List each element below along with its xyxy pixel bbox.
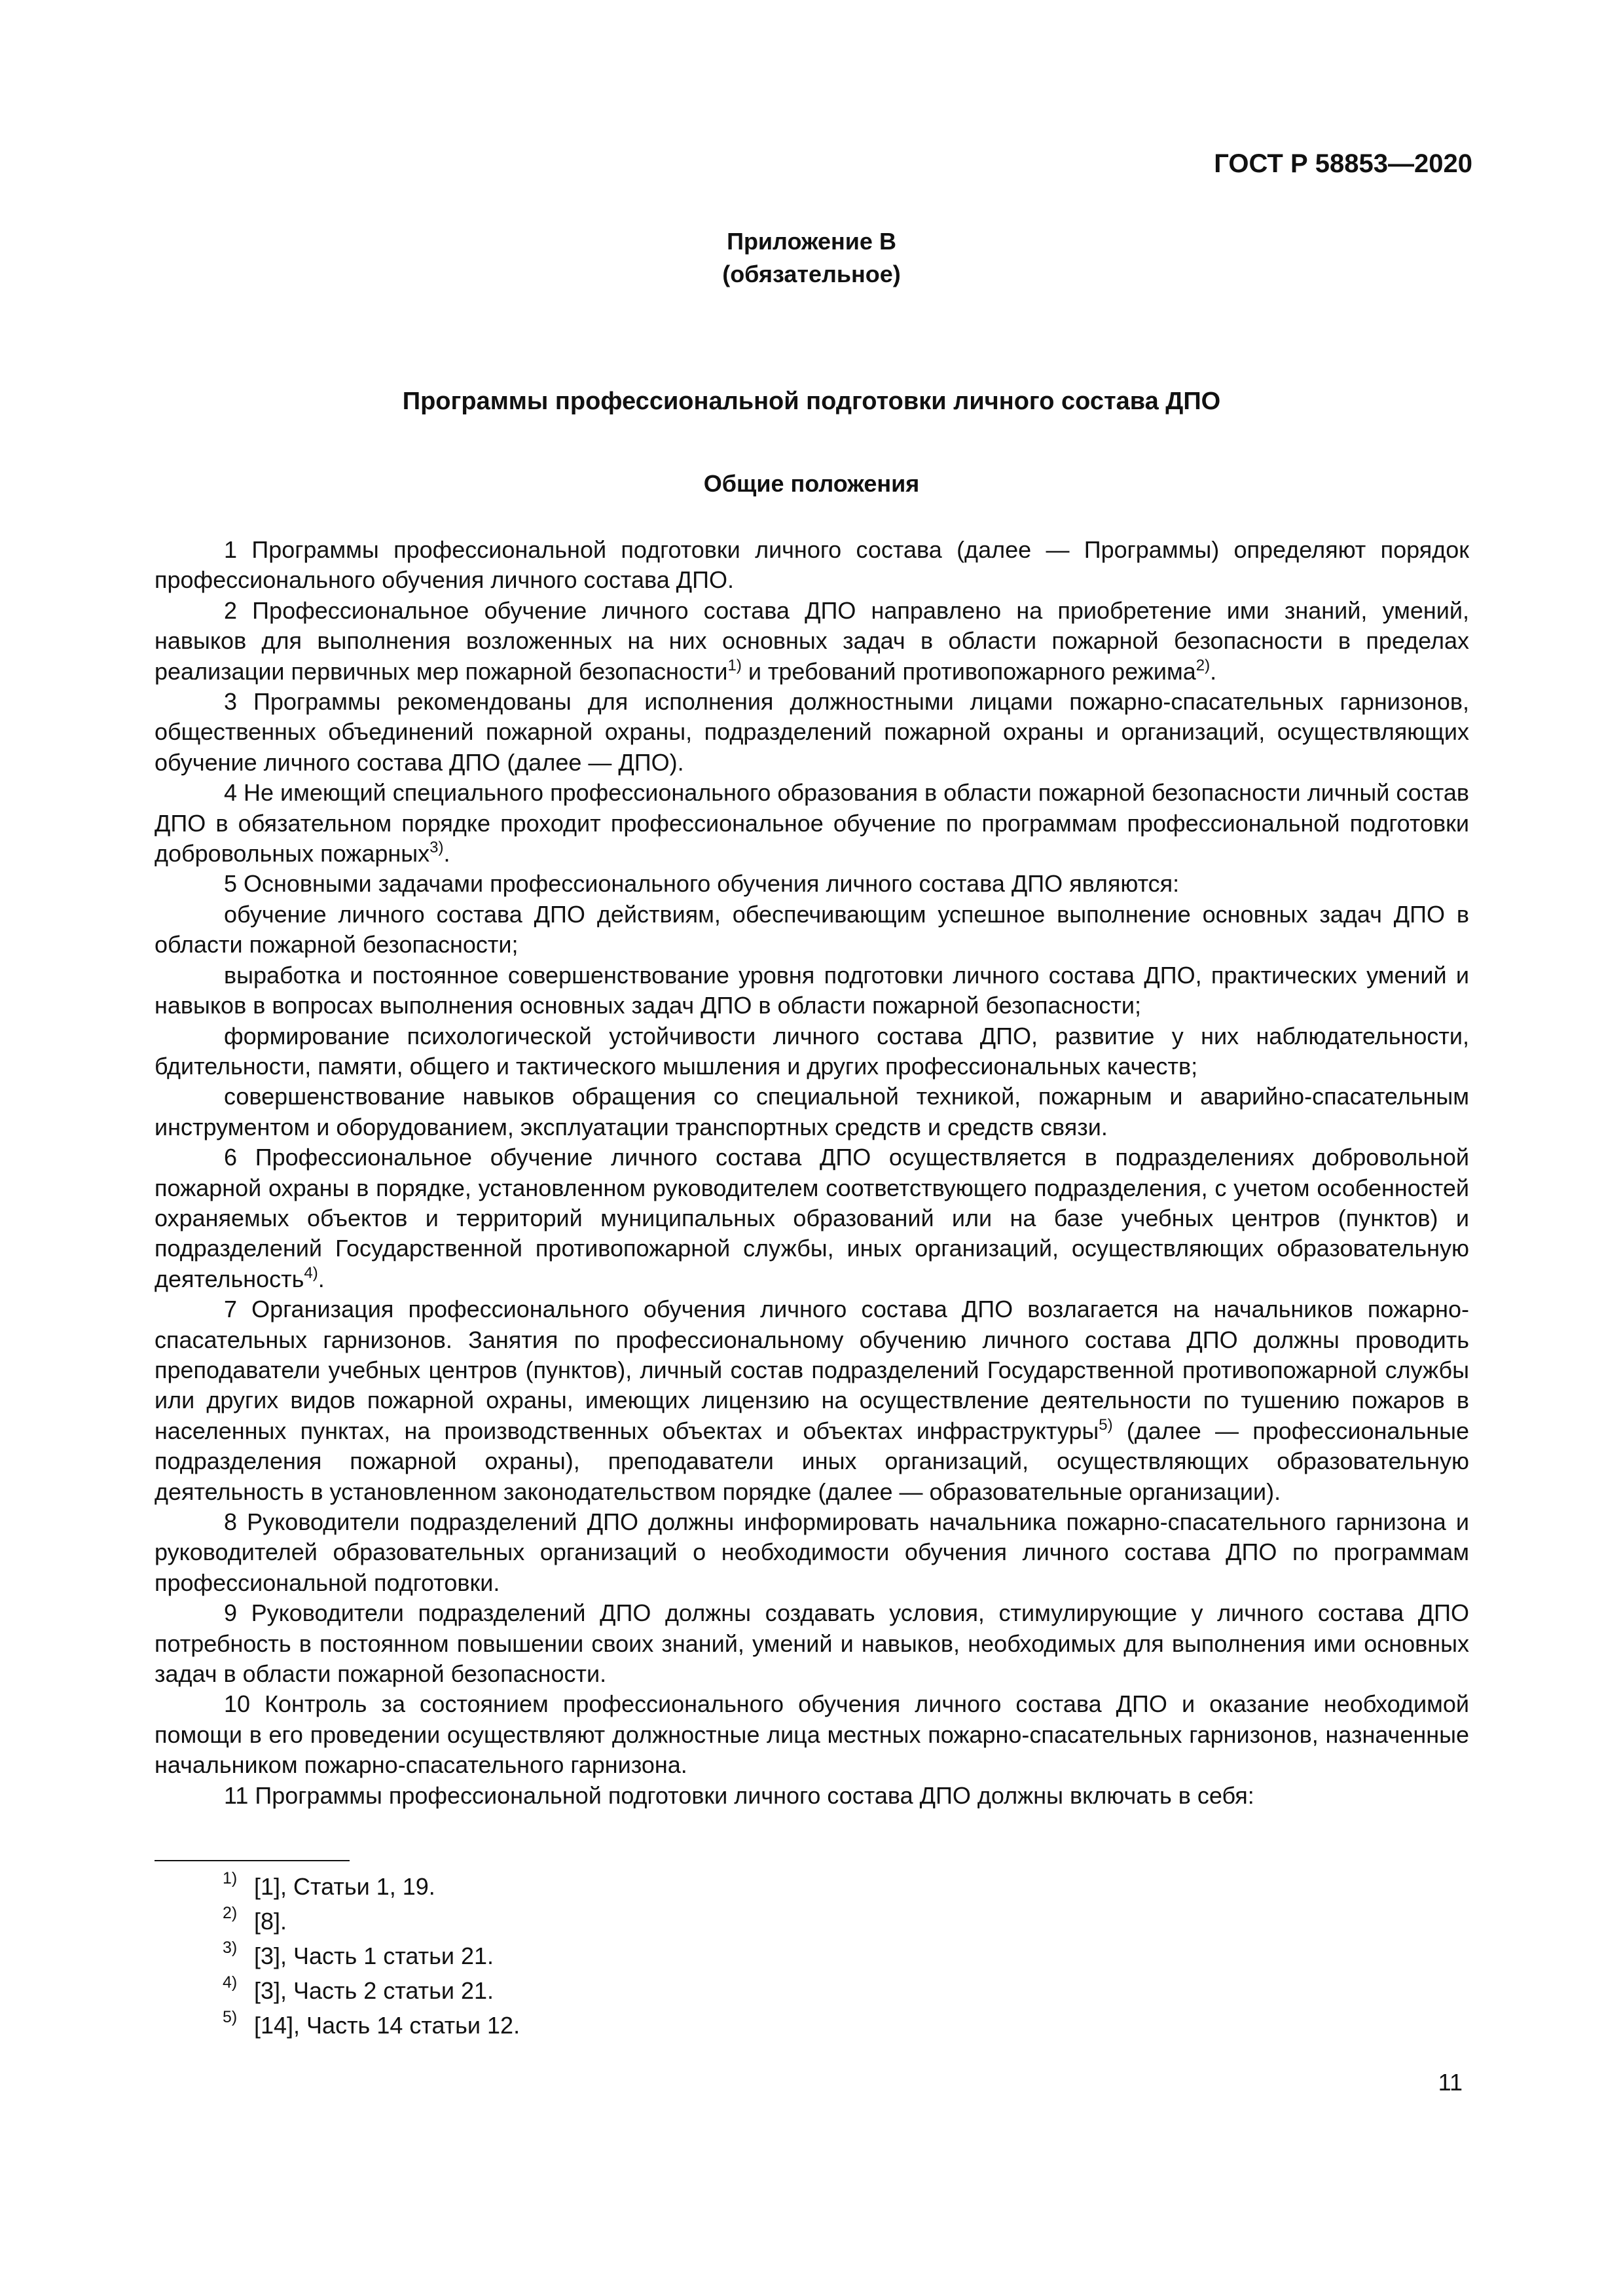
footnote-text: [3], Часть 1 статьи 21. (254, 1942, 494, 1969)
paragraph: 11 Программы профессиональной подготовки личного состава ДПО должны включать в себя: (224, 1781, 1254, 1809)
paragraph: 10 Контроль за состоянием профессионального обучения личного состава ДПО и оказание необходимой помощи в его проведении осуществляют должностные лица местных пожарно-спасательных гарнизонов, назначенные начальником пожарно-спасательного гарнизона. (155, 1690, 1469, 1779)
main-title: Программы профессиональной подготовки личного состава ДПО (402, 388, 1221, 415)
section-heading: Общие положения (703, 470, 920, 497)
paragraph: формирование психологической устойчивости личного состава ДПО, развитие у них наблюдательности, бдительности, памяти, общего и тактического мышления и других профессиональных качеств; (155, 1022, 1469, 1080)
paragraph: 2 Профессиональное обучение личного состава ДПО направлено на приобретение ими знаний, умений, навыков для выполнения возложенных на них основных задач в области пожарной безопасности в пределах реализации первичных мер пожарной безопасности$^{1)}$ и требований противопожарного режима$^{2)}$. (155, 596, 1469, 685)
paragraph: 8 Руководители подразделений ДПО должны информировать начальника пожарно-спасательного гарнизона и руководителей образовательных организаций о необходимости обучения личного состава ДПО по программам профессиональной подготовки. (155, 1508, 1469, 1596)
paragraph: обучение личного состава ДПО действиям, обеспечивающим успешное выполнение основных задач ДПО в области пожарной безопасности; (155, 900, 1469, 958)
annex-title: Приложение В (727, 228, 896, 255)
paragraph: 5 Основными задачами профессионального обучения личного состава ДПО являются: (224, 870, 1180, 898)
annex-status: (обязательное) (722, 261, 901, 287)
footnote-text: [14], Часть 14 статьи 12. (254, 2012, 520, 2039)
footnote-reference: 4) (304, 1264, 318, 1282)
page-number: 11 (1438, 2069, 1463, 2096)
paragraph: 7 Организация профессионального обучения личного состава ДПО возлагается на начальников пожарно-спасательных гарнизонов. Занятия по профессиональному обучению личного состава ДПО должны проводить преподаватели учебных центров (пунктов), личный состав подразделений Государственной противопожарной службы или других видов пожарной охраны, имеющих лицензию на осуществление деятельности по тушению пожаров в населенных пунктах, на производственных объектах и объектах инфраструктуры$^{5)}$ (далее — профессиональные подразделения пожарной охраны), преподаватели иных организаций, осуществляющих образовательную деятельность в установленном законодательством порядке (далее — образовательные организации). (155, 1296, 1469, 1505)
footnote-text: [8]. (254, 1908, 287, 1935)
footnote-mark: 3) (223, 1939, 238, 1957)
footnote-reference: 1) (727, 656, 742, 674)
paragraph: 9 Руководители подразделений ДПО должны создавать условия, стимулирующие у личного состава ДПО потребность в постоянном повышении своих знаний, умений и навыков, необходимых для выполнения ими основных задач в области пожарной безопасности. (155, 1599, 1469, 1688)
footnote-mark: 1) (223, 1869, 238, 1887)
paragraph: 1 Программы профессиональной подготовки личного состава (далее — Программы) определяют порядок профессионального обучения личного состава ДПО. (155, 536, 1469, 594)
paragraph: 4 Не имеющий специального профессионального образования в области пожарной безопасности личный состав ДПО в обязательном порядке проходит профессиональное обучение по программам профессиональной подготовки добровольных пожарных$^{3)}$. (155, 779, 1469, 867)
footnote-reference: 5) (1099, 1415, 1113, 1434)
footnote-mark: 5) (223, 2008, 238, 2026)
footnote-text: [1], Статьи 1, 19. (254, 1873, 435, 1900)
footnote-separator (155, 1860, 350, 1861)
body-text (155, 535, 1469, 1811)
paragraph: 6 Профессиональное обучение личного состава ДПО осуществляется в подразделениях добровольной пожарной охраны в порядке, установленном руководителем соответствующего подразделения, с учетом особенностей охраняемых объектов и территорий муниципальных образований или на базе учебных центров (пунктов) и подразделений Государственной противопожарной службы, иных организаций, осуществляющих образовательную деятельность$^{4)}$. (155, 1144, 1469, 1292)
footnote-mark: 4) (223, 1973, 238, 1992)
footnote-text: [3], Часть 2 статьи 21. (254, 1977, 494, 2004)
paragraph: выработка и постоянное совершенствование уровня подготовки личного состава ДПО, практических умений и навыков в вопросах выполнения основных задач ДПО в области пожарной безопасности; (155, 961, 1469, 1019)
document-code: ГОСТ Р 58853—2020 (1214, 149, 1472, 178)
footnote-reference: 3) (429, 839, 444, 857)
footnote-reference: 2) (1195, 656, 1211, 674)
paragraph: 3 Программы рекомендованы для исполнения должностными лицами пожарно-спасательных гарнизонов, общественных объединений пожарной охраны, подразделений пожарной охраны и организаций, осуществляющих обучение личного состава ДПО (далее — ДПО). (155, 688, 1469, 776)
footnote-mark: 2) (223, 1904, 238, 1922)
paragraph: совершенствование навыков обращения со специальной техникой, пожарным и аварийно-спасательным инструментом и оборудованием, эксплуатации транспортных средств и средств связи. (155, 1083, 1469, 1140)
